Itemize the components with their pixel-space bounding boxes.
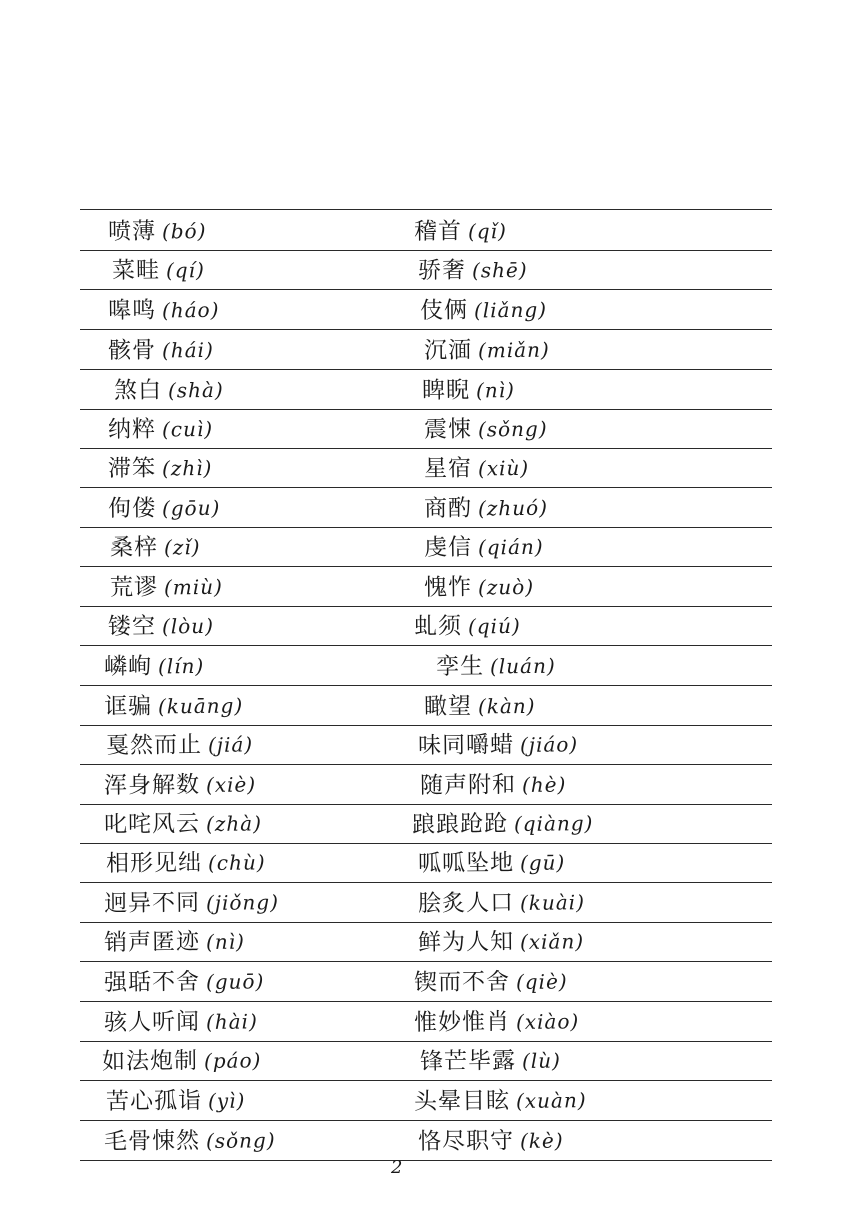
vocab-entry xyxy=(418,729,578,761)
vocab-entry xyxy=(420,295,547,326)
vocab-entry xyxy=(418,887,585,919)
vocab-pinyin: (kàn) xyxy=(477,693,536,719)
vocab-word: 如法炮制 xyxy=(101,1047,199,1075)
vocab-word: 踉踉跄跄 xyxy=(411,810,509,838)
vocab-pinyin: (miù) xyxy=(163,574,223,600)
ruled-line xyxy=(80,961,772,962)
vocab-pinyin: (nì) xyxy=(205,929,246,954)
vocab-pinyin: (háo) xyxy=(161,297,220,323)
vocab-word: 骇人听闻 xyxy=(103,1008,201,1036)
ruled-line xyxy=(80,843,772,844)
vocab-word: 睥睨 xyxy=(421,377,471,404)
vocab-word: 嗥鸣 xyxy=(107,297,157,324)
vocab-pinyin: (guō) xyxy=(205,969,265,994)
vocab-entry xyxy=(108,295,220,326)
vocab-word: 骸骨 xyxy=(107,337,157,364)
vocab-entry xyxy=(108,493,221,524)
vocab-entry xyxy=(108,216,207,247)
vocab-word: 脍炙人口 xyxy=(417,889,515,917)
ruled-line xyxy=(80,882,772,883)
vocab-word: 锋芒毕露 xyxy=(419,1047,517,1075)
vocab-entry xyxy=(418,847,566,879)
vocab-entry xyxy=(414,966,568,998)
vocab-entry xyxy=(104,769,256,801)
ruled-line xyxy=(80,685,772,686)
vocab-word: 菜畦 xyxy=(111,257,161,284)
ruled-line xyxy=(80,804,772,805)
vocab-entry xyxy=(104,691,244,722)
vocab-word: 商酌 xyxy=(423,495,473,522)
vocab-pinyin: (kè) xyxy=(519,1128,564,1153)
vocab-pinyin: (cuì) xyxy=(161,416,214,442)
vocab-pinyin: (gū) xyxy=(519,850,566,875)
vocab-pinyin: (hài) xyxy=(205,1009,258,1034)
vocab-pinyin: (zhuó) xyxy=(477,495,549,521)
vocab-entry xyxy=(104,887,279,919)
ruled-line xyxy=(80,369,772,370)
vocab-pinyin: (sǒng) xyxy=(205,1128,276,1153)
vocab-pinyin: (qiú) xyxy=(467,613,521,639)
vocab-pinyin: (shē) xyxy=(471,257,528,283)
vocab-word: 镂空 xyxy=(107,613,157,640)
vocab-entry xyxy=(414,216,507,247)
vocab-pinyin: (gōu) xyxy=(161,495,221,521)
vocab-entry xyxy=(424,691,536,722)
vocab-pinyin: (lín) xyxy=(157,653,205,679)
vocab-word: 鲜为人知 xyxy=(417,928,515,956)
vocab-entry xyxy=(422,375,515,406)
vocab-word: 销声匿迹 xyxy=(103,928,201,956)
vocab-word: 浑身解数 xyxy=(103,771,201,799)
vocab-entry xyxy=(106,847,266,879)
vocab-pinyin: (jiá) xyxy=(207,732,254,757)
vocab-pinyin: (nì) xyxy=(475,378,516,403)
vocab-pinyin: (miǎn) xyxy=(477,337,550,363)
ruled-line xyxy=(80,1120,772,1121)
vocab-pinyin: (qǐ) xyxy=(467,219,507,244)
vocab-pinyin: (zhì) xyxy=(161,455,213,481)
ruled-line xyxy=(80,922,772,923)
page-number: 2 xyxy=(391,1157,403,1178)
vocab-entry xyxy=(420,769,567,801)
vocab-pinyin: (xiè) xyxy=(205,772,257,797)
vocab-entry xyxy=(104,1125,276,1157)
vocab-word: 稽首 xyxy=(413,218,463,245)
ruled-line xyxy=(80,409,772,410)
vocab-pinyin: (jiáo) xyxy=(519,732,579,757)
vocab-entry xyxy=(106,1086,246,1117)
vocab-entry xyxy=(424,414,548,445)
vocab-pinyin: (xuàn) xyxy=(515,1088,587,1113)
vocab-pinyin: (zhà) xyxy=(205,811,263,836)
vocab-pinyin: (xiào) xyxy=(515,1009,580,1034)
vocab-word: 滞笨 xyxy=(107,455,157,482)
vocab-word: 瞰望 xyxy=(423,693,473,720)
vocab-word: 星宿 xyxy=(423,455,473,482)
vocab-entry xyxy=(414,1006,580,1038)
vocab-pinyin: (qiàng) xyxy=(513,811,594,836)
ruled-line xyxy=(80,645,772,646)
vocab-pinyin: (qián) xyxy=(477,534,544,560)
ruled-line xyxy=(80,329,772,330)
vocab-entry xyxy=(418,255,528,286)
vocab-word: 恪尽职守 xyxy=(417,1127,515,1155)
vocab-entry xyxy=(424,572,534,603)
vocab-pinyin: (lòu) xyxy=(161,613,215,639)
vocab-entry xyxy=(418,926,584,958)
vocab-pinyin: (zuò) xyxy=(477,574,535,600)
vocab-pinyin: (bó) xyxy=(161,218,207,244)
vocab-pinyin: (páo) xyxy=(203,1048,262,1073)
vocab-entry xyxy=(110,572,223,603)
vocab-word: 相形见绌 xyxy=(105,849,203,877)
vocab-pinyin: (kuài) xyxy=(519,890,586,915)
vocab-entry xyxy=(424,335,550,366)
ruled-line xyxy=(80,448,772,449)
vocab-pinyin: (qí) xyxy=(165,258,205,283)
vocab-word: 随声附和 xyxy=(419,771,517,799)
ruled-line xyxy=(80,725,772,726)
ruled-line xyxy=(80,606,772,607)
vocab-word: 诓骗 xyxy=(103,693,153,720)
vocab-pinyin: (liǎng) xyxy=(473,297,548,323)
vocab-entry xyxy=(104,966,265,998)
vocab-pinyin: (qiè) xyxy=(515,969,568,994)
vocab-word: 荒谬 xyxy=(109,574,159,601)
vocab-word: 纳粹 xyxy=(107,416,157,443)
vocab-pinyin: (sǒng) xyxy=(477,416,548,442)
ruled-line xyxy=(80,1041,772,1042)
vocab-entry xyxy=(108,453,213,484)
vocab-word: 呱呱坠地 xyxy=(417,849,515,877)
vocab-pinyin: (xiù) xyxy=(477,455,530,481)
vocab-entry xyxy=(114,375,224,406)
vocab-entry xyxy=(106,729,253,761)
vocab-pinyin: (zǐ) xyxy=(163,535,201,560)
vocab-word: 愧怍 xyxy=(423,574,473,601)
ruled-line xyxy=(80,209,772,210)
vocab-word: 沉湎 xyxy=(423,337,473,364)
vocab-word: 孪生 xyxy=(435,653,485,680)
vocab-pinyin: (kuāng) xyxy=(157,693,244,719)
ruled-line xyxy=(80,764,772,765)
vocab-pinyin: (hái) xyxy=(161,337,214,363)
vocab-pinyin: (yì) xyxy=(207,1088,246,1113)
vocab-word: 桑梓 xyxy=(109,534,159,561)
vocab-word: 骄奢 xyxy=(417,257,467,284)
vocab-word: 叱咤风云 xyxy=(103,810,201,838)
vocab-word: 头晕目眩 xyxy=(413,1087,511,1115)
vocab-entry xyxy=(112,255,205,286)
vocab-pinyin: (lù) xyxy=(521,1048,562,1073)
vocab-pinyin: (shà) xyxy=(167,377,224,403)
vocab-word: 煞白 xyxy=(113,377,163,404)
vocab-entry xyxy=(412,808,594,840)
vocab-entry xyxy=(104,1006,258,1038)
vocab-entry xyxy=(424,453,529,484)
vocab-word: 迥异不同 xyxy=(103,889,201,917)
vocab-entry xyxy=(104,927,245,958)
vocab-entry xyxy=(418,1125,564,1157)
vocab-pinyin: (xiǎn) xyxy=(519,929,585,954)
ruled-line xyxy=(80,487,772,488)
vocab-entry xyxy=(104,651,205,682)
vocab-entry xyxy=(108,335,214,366)
vocab-word: 震悚 xyxy=(423,416,473,443)
vocab-entry xyxy=(424,493,548,524)
vocab-pinyin: (chù) xyxy=(207,850,266,875)
ruled-line xyxy=(80,1080,772,1081)
vocab-word: 锲而不舍 xyxy=(413,968,511,996)
vocab-word: 佝偻 xyxy=(107,495,157,522)
vocab-entry xyxy=(414,611,521,642)
ruled-line xyxy=(80,566,772,567)
vocab-word: 苦心孤诣 xyxy=(105,1087,203,1115)
ruled-line xyxy=(80,527,772,528)
vocab-entry xyxy=(108,414,213,445)
vocab-word: 强聒不舍 xyxy=(103,968,201,996)
vocab-word: 嶙峋 xyxy=(103,653,153,680)
vocab-word: 伎俩 xyxy=(419,297,469,324)
ruled-line xyxy=(80,1160,772,1161)
vocab-entry xyxy=(104,808,262,840)
vocab-word: 味同嚼蜡 xyxy=(417,731,515,759)
vocab-entry xyxy=(420,1046,561,1077)
vocab-entry xyxy=(424,532,544,563)
vocab-entry xyxy=(110,532,201,563)
vocab-word: 毛骨悚然 xyxy=(103,1127,201,1155)
vocab-word: 虬须 xyxy=(413,613,463,640)
vocab-pinyin: (jiǒng) xyxy=(205,890,280,915)
vocab-word: 惟妙惟肖 xyxy=(413,1008,511,1036)
vocab-entry xyxy=(414,1085,587,1117)
ruled-line xyxy=(80,289,772,290)
vocab-word: 喷薄 xyxy=(107,218,157,245)
vocab-pinyin: (luán) xyxy=(489,653,556,679)
vocab-word: 虔信 xyxy=(423,534,473,561)
vocab-entry xyxy=(436,651,556,682)
vocab-entry xyxy=(108,611,214,642)
vocab-entry xyxy=(102,1045,262,1077)
ruled-line xyxy=(80,250,772,251)
ruled-line xyxy=(80,1001,772,1002)
vocab-pinyin: (hè) xyxy=(521,772,567,797)
vocab-word: 戛然而止 xyxy=(105,731,203,759)
